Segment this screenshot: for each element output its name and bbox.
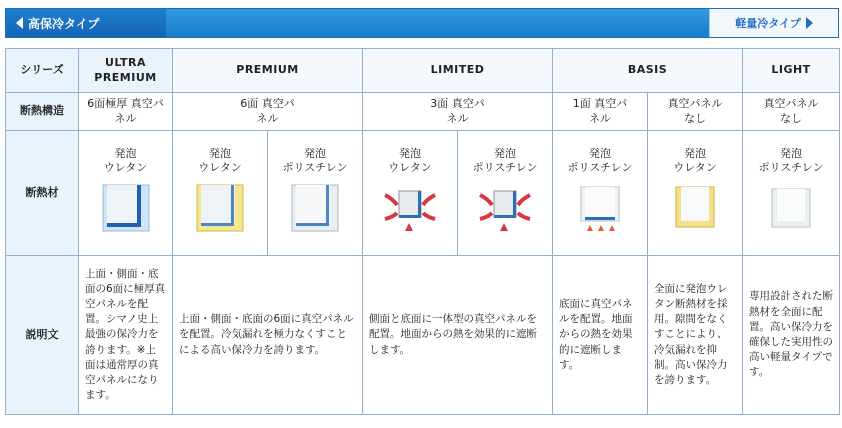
arrow-left-icon (16, 17, 23, 29)
description-row (6, 256, 840, 415)
material-basis-2 (648, 131, 743, 256)
description-light: 専用設計された断熱材を全面に配置。高い保冷力を確保した実用性の高い軽量タイプです。 (743, 256, 840, 415)
series-row (6, 49, 840, 93)
series-limited[interactable]: LIMITED (363, 49, 553, 93)
row-label-material: 断熱材 (6, 131, 79, 256)
material-name: 発泡 ウレタン (673, 146, 717, 174)
material-row (6, 131, 840, 256)
structure-basis-2: 真空パネル なし (648, 93, 743, 131)
structure-row (6, 93, 840, 131)
urethane-box-icon (666, 181, 724, 235)
next-type-link[interactable] (709, 9, 838, 37)
row-label-description: 説明文 (6, 256, 79, 415)
material-name: 発泡 ウレタン (198, 146, 242, 174)
series-comparison-table (5, 48, 840, 415)
series-premium[interactable]: PREMIUM (173, 49, 363, 93)
material-name: 発泡 ポリスチレン (472, 146, 538, 174)
structure-limited: 3面 真空パネル (363, 93, 553, 131)
material-ultra (79, 131, 173, 256)
material-premium-1 (173, 131, 268, 256)
material-premium-2 (268, 131, 363, 256)
material-basis-1 (553, 131, 648, 256)
material-light (743, 131, 840, 256)
insulation-diagram-icon (191, 181, 249, 235)
heat-block-diagram-icon (476, 181, 534, 235)
structure-ultra: 6面極厚 真空パネル (79, 93, 173, 131)
series-basis[interactable]: BASIS (553, 49, 743, 93)
next-type-label: 軽量冷タイプ (735, 17, 801, 30)
row-label-series: シリーズ (6, 49, 79, 93)
description-basis-1: 底面に真空パネルを配置。地面からの熱を効果的に遮断します。 (553, 256, 648, 415)
row-label-structure: 断熱構造 (6, 93, 79, 131)
arrow-right-icon (806, 17, 813, 29)
material-name: 発泡 ポリスチレン (567, 146, 633, 174)
insulation-diagram-icon (97, 181, 155, 235)
description-premium: 上面・側面・底面の6面に真空パネルを配置。冷気漏れを極力なくすことによる高い保冷力を誇ります。 (173, 256, 363, 415)
polystyrene-box-icon (762, 181, 820, 235)
prev-type-link[interactable] (6, 9, 166, 37)
series-light[interactable]: LIGHT (743, 49, 840, 93)
description-limited: 側面と底面に一体型の真空パネルを配置。地面からの熱を効果的に遮断します。 (363, 256, 553, 415)
material-name: 発泡 ポリスチレン (758, 146, 824, 174)
insulation-diagram-icon (286, 181, 344, 235)
material-name: 発泡 ポリスチレン (282, 146, 348, 174)
comparison-widget (5, 8, 839, 415)
material-name: 発泡 ウレタン (103, 146, 148, 174)
material-name: 発泡 ウレタン (388, 146, 432, 174)
material-limited-2 (458, 131, 553, 256)
series-ultra-premium[interactable]: ULTRA PREMIUM (79, 49, 173, 93)
type-navigation-bar (5, 8, 839, 38)
prev-type-label: 高保冷タイプ (28, 16, 100, 31)
structure-premium: 6面 真空パネル (173, 93, 363, 131)
description-basis-2: 全面に発泡ウレタン断熱材を採用。隙間をなくすことにより、冷気漏れを抑制。高い保冷力を誇ります。 (648, 256, 743, 415)
structure-light: 真空パネル なし (743, 93, 840, 131)
material-limited-1 (363, 131, 458, 256)
description-ultra: 上面・側面・底面の6面に極厚真空パネルを配置。シマノ史上最強の保冷力を誇ります。※上面は通常厚の真空パネルになります。 (79, 256, 173, 415)
structure-basis-1: 1面 真空パネル (553, 93, 648, 131)
heat-block-diagram-icon (381, 181, 439, 235)
floor-panel-diagram-icon (571, 181, 629, 235)
